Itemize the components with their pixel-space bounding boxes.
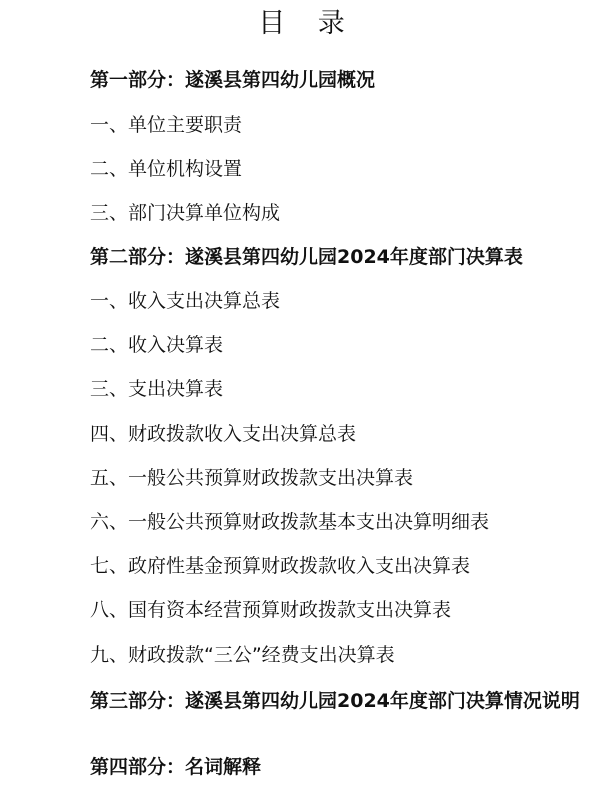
toc-part-1: 第一部分：遂溪县第四幼儿园概况 [90,69,376,91]
toc-item: 九、财政拨款“三公”经费支出决算表 [90,644,395,666]
toc-item: 三、部门决算单位构成 [90,202,281,224]
toc-item: 二、收入决算表 [90,334,224,356]
toc-item: 一、收入支出决算总表 [90,290,281,312]
toc-item: 七、政府性基金预算财政拨款收入支出决算表 [90,555,471,577]
toc-part-4: 第四部分：名词解释 [90,756,262,778]
toc-part-2: 第二部分：遂溪县第四幼儿园2024年度部门决算表 [90,246,523,268]
toc-item: 二、单位机构设置 [90,158,243,180]
toc-part-3: 第三部分：遂溪县第四幼儿园2024年度部门决算情况说明 [90,690,580,712]
toc-item: 八、国有资本经营预算财政拨款支出决算表 [90,599,452,621]
toc-title: 目 录 [258,8,357,39]
toc-item: 一、单位主要职责 [90,114,243,136]
toc-item: 五、一般公共预算财政拨款支出决算表 [90,467,414,489]
toc-item: 三、支出决算表 [90,378,224,400]
toc-item: 四、财政拨款收入支出决算总表 [90,423,357,445]
toc-item: 六、一般公共预算财政拨款基本支出决算明细表 [90,511,490,533]
